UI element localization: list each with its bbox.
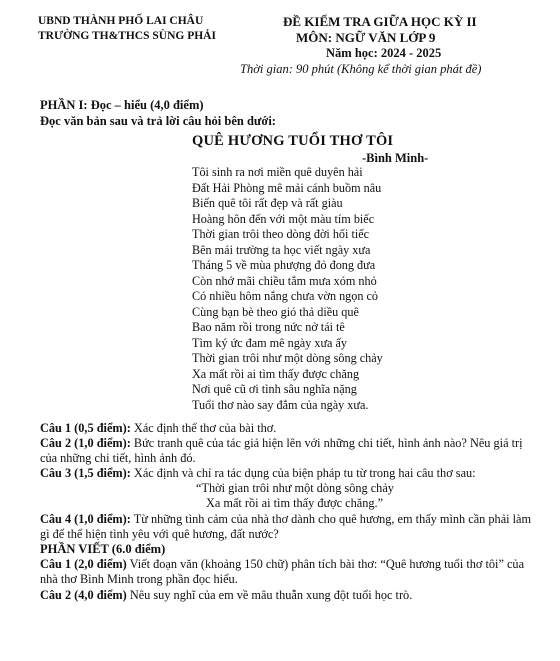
writing-task-2-text: Nêu suy nghĩ của em về mâu thuẫn xung đột tuổi học trò. bbox=[126, 588, 413, 602]
question-3 bbox=[40, 466, 535, 481]
poem-line: Nơi quê cũ ơi tình sâu nghĩa nặng bbox=[192, 382, 357, 396]
poem-title: QUÊ HƯƠNG TUỔI THƠ TÔI bbox=[192, 133, 394, 149]
poem-line: Tôi sinh ra nơi miền quê duyên hải bbox=[192, 165, 363, 179]
exam-duration: Thời gian: 90 phút (Không kể thời gian phát đề) bbox=[240, 62, 482, 76]
poem-line: Xa mất rồi ai tìm thấy được chăng bbox=[192, 366, 360, 381]
part1-heading: PHẦN I: Đọc – hiểu (4,0 điểm) bbox=[40, 98, 204, 112]
school-name: TRƯỜNG TH&THCS SÙNG PHẢI bbox=[38, 30, 216, 42]
writing-task-1-text: Viết đoạn văn (khoảng 150 chữ) phân tích bài thơ: “Quê hương tuổi thơ tôi” của nhà thơ Bình Minh trong phần đọc hiểu. bbox=[40, 557, 525, 586]
part1-instruction: Đọc văn bản sau và trả lời câu hỏi bên dưới: bbox=[40, 114, 276, 128]
question-2-text: Bức tranh quê của tác giả hiện lên với những chi tiết, hình ảnh nào? Nêu giá trị của những chi tiết, hình ảnh đó. bbox=[40, 436, 523, 465]
question-4 bbox=[40, 512, 535, 541]
writing-task-1 bbox=[40, 557, 535, 586]
question-4-text: Từ những tình cảm của nhà thơ dành cho quê hương, em thấy mình cần phải làm gì để thể hiện tình yêu với quê hương, đất nước? bbox=[40, 512, 532, 541]
department-name: UBND THÀNH PHỐ LAI CHÂU bbox=[38, 15, 204, 27]
question-4-label: Câu 4 (1,0 điểm): bbox=[40, 512, 131, 526]
poem-line: Thời gian trôi theo dòng đời hối tiếc bbox=[192, 227, 370, 241]
question-1 bbox=[40, 421, 535, 436]
question-2 bbox=[40, 436, 535, 465]
school-year: Năm học: 2024 - 2025 bbox=[326, 46, 442, 60]
part2-heading: PHẦN VIẾT (6.0 điểm) bbox=[40, 542, 166, 556]
poem-body bbox=[192, 165, 383, 413]
question-3-label: Câu 3 (1,5 điểm): bbox=[40, 466, 131, 480]
exam-subject: MÔN: NGỮ VĂN LỚP 9 bbox=[296, 30, 436, 45]
question-3-quote-line-1: “Thời gian trôi như một dòng sông chảy bbox=[196, 481, 394, 495]
poem-line: Đất Hải Phòng mê mải cánh buồm nâu bbox=[192, 180, 382, 195]
question-1-label: Câu 1 (0,5 điểm): bbox=[40, 421, 131, 435]
poem-line: Có nhiều hôm nắng chưa vờn ngọn cỏ bbox=[192, 289, 379, 303]
poem-line: Cùng bạn bè theo gió thả diều quê bbox=[192, 304, 359, 319]
poem-line: Tháng 5 về mùa phượng đỏ đong đưa bbox=[192, 258, 376, 272]
poem-line: Bên mái trường ta học viết ngày xưa bbox=[192, 242, 371, 257]
poem-line: Biển quê tôi rất đẹp và rất giàu bbox=[192, 196, 343, 210]
poem-line: Hoàng hôn đến với một màu tím biếc bbox=[192, 211, 375, 226]
writing-task-1-label: Câu 1 (2,0 điểm) bbox=[40, 557, 127, 571]
question-1-text: Xác định thể thơ của bài thơ. bbox=[130, 421, 277, 435]
poem-line: Còn nhớ mãi chiều tắm mưa xóm nhỏ bbox=[192, 273, 377, 288]
poem-line: Bao năm rồi trong nức nở tái tê bbox=[192, 320, 345, 334]
writing-task-2 bbox=[40, 588, 535, 603]
writing-task-2-label: Câu 2 (4,0 điểm) bbox=[40, 588, 127, 602]
poem-line: Tìm ký ức đam mê ngày xưa ấy bbox=[192, 335, 348, 350]
question-3-text: Xác định và chỉ ra tác dụng của biện pháp tu từ trong hai câu thơ sau: bbox=[130, 466, 476, 480]
question-2-label: Câu 2 (1,0 điểm): bbox=[40, 436, 131, 450]
poem-line: Tuổi thơ nào say đắm của ngày xưa. bbox=[192, 397, 369, 412]
question-3-quote-line-2: Xa mất rồi ai tìm thấy được chăng.” bbox=[206, 496, 384, 510]
poem-author: -Bình Minh- bbox=[362, 151, 429, 165]
exam-title: ĐỀ KIỂM TRA GIỮA HỌC KỲ II bbox=[283, 14, 477, 29]
poem-line: Thời gian trôi như một dòng sông chảy bbox=[192, 351, 383, 365]
